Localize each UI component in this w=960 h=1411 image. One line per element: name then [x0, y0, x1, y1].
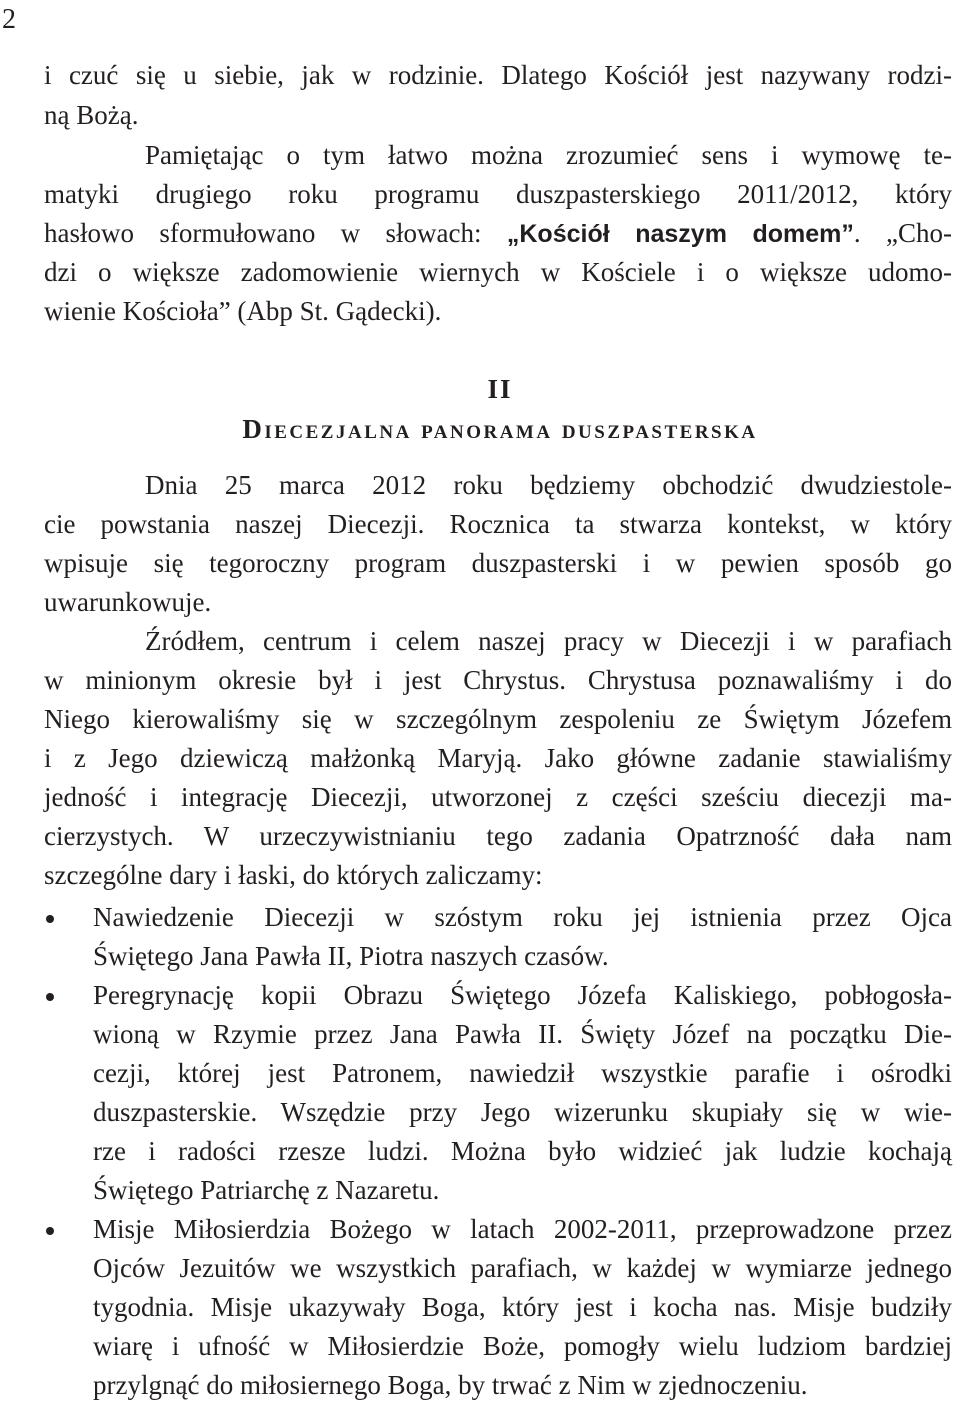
text-line: tygodnia. Misje ukazywały Boga, który jest i kocha nas. Misje budziły: [93, 1292, 952, 1322]
section-title: Diecezjalna panorama duszpasterska: [242, 414, 758, 444]
text-line: Źródłem, centrum i celem naszej pracy w Diecezji i w parafiach: [145, 626, 952, 656]
text-line: Dnia 25 marca 2012 roku będziemy obchodzić dwudziestole-: [145, 470, 952, 500]
text-line: Ojców Jezuitów we wszystkich parafiach, w każdej w wymiarze jednego: [93, 1253, 952, 1283]
text-line: cie powstania naszej Diecezji. Rocznica ta stwarza kontekst, w który: [44, 509, 952, 539]
text-line: wioną w Rzymie przez Jana Pawła II. Święty Józef na początku Die-: [93, 1019, 952, 1049]
bullet-icon: [46, 915, 54, 923]
text-line: duszpasterskie. Wszędzie przy Jego wizerunku skupiały się w wie-: [93, 1097, 952, 1127]
section-number: II: [487, 374, 513, 404]
text-line: i z Jego dziewiczą małżonką Maryją. Jako główne zadanie stawialiśmy: [44, 743, 952, 773]
text-line: przylgnąć do miłosiernego Boga, by trwać z Nim w zjednoczeniu.: [93, 1370, 808, 1400]
text-line: wienie Kościoła” (Abp St. Gądecki).: [44, 296, 442, 326]
text-line: wiarę i ufność w Miłosierdzie Boże, pomogły wielu ludziom bardziej: [93, 1331, 952, 1361]
text-line: cierzystych. W urzeczywistnianiu tego zadania Opatrzność dała nam: [44, 821, 952, 851]
bullet-icon: [46, 1227, 54, 1235]
text-line: cezji, której jest Patronem, nawiedził wszystkie parafie i ośrodki: [93, 1058, 952, 1088]
text-span: hasłowo sformułowano w słowach:: [44, 218, 507, 248]
text-line: Niego kierowaliśmy się w szczególnym zespoleniu ze Świętym Józefem: [44, 704, 952, 734]
text-line: uwarunkowuje.: [44, 587, 212, 617]
bullet-icon: [46, 993, 54, 1001]
text-line: rze i radości rzesze ludzi. Można było widzieć jak ludzie kochają: [93, 1136, 952, 1166]
text-line: i czuć się u siebie, jak w rodzinie. Dlatego Kościół jest nazywany rodzi-: [44, 60, 952, 90]
text-line: Pamiętając o tym łatwo można zrozumieć sens i wymowę te-: [145, 140, 952, 170]
text-line: matyki drugiego roku programu duszpasterskiego 2011/2012, który: [44, 179, 952, 209]
program-motto: „Kościół naszym domem”: [506, 220, 854, 248]
text-line: Peregrynację kopii Obrazu Świętego Józefa Kaliskiego, pobłogosła-: [93, 980, 952, 1010]
text-line: Świętego Patriarchę z Nazaretu.: [93, 1175, 440, 1205]
text-line: Świętego Jana Pawła II, Piotra naszych czasów.: [93, 941, 609, 971]
text-line: jedność i integrację Diecezji, utworzonej z części sześciu diecezji ma-: [44, 782, 952, 812]
text-line: Nawiedzenie Diecezji w szóstym roku jej istnienia przez Ojca: [93, 902, 952, 932]
text-span: . „Cho-: [853, 218, 952, 248]
text-line: wpisuje się tegoroczny program duszpasterski i w pewien sposób go: [44, 548, 952, 578]
text-line: w minionym okresie był i jest Chrystus. Chrystusa poznawaliśmy i do: [44, 665, 952, 695]
text-line: [44, 214, 952, 253]
text-line: Misje Miłosierdzia Bożego w latach 2002-2011, przeprowadzone przez: [93, 1214, 952, 1244]
text-line: ną Bożą.: [44, 100, 139, 130]
page-number: 2: [2, 4, 16, 35]
text-line: szczególne dary i łaski, do których zaliczamy:: [44, 860, 543, 890]
text-line: dzi o większe zadomowienie wiernych w Kościele i o większe udomo-: [44, 257, 952, 287]
